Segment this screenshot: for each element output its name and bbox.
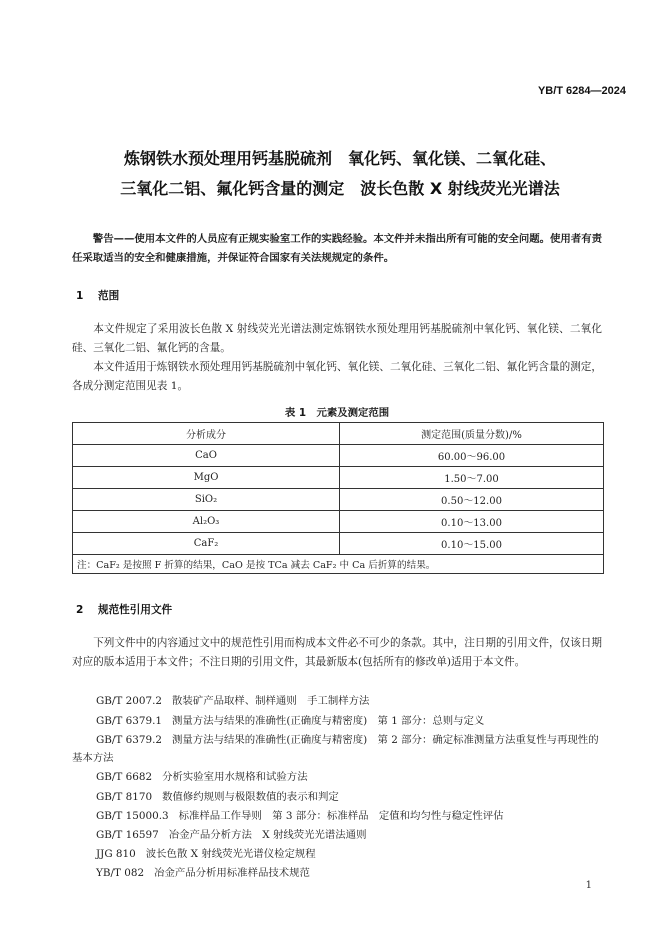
section-2-heading: [76, 602, 172, 617]
reference-title: 冶金产品分析用标准样品技术规范: [154, 867, 310, 879]
table-note: 注：CaF₂ 是按照 F 折算的结果，CaO 是按 TCa 减去 CaF₂ 中 Ca 后折算的结果。: [73, 555, 604, 574]
table-row: [73, 489, 604, 511]
reference-title: 冶金产品分析方法 X 射线荧光光谱法通则: [168, 829, 367, 841]
section-title: 范围: [98, 290, 120, 302]
reference-title: 标准样品工作导则 第 3 部分：标准样品 定值和均匀性与稳定性评估: [178, 810, 504, 822]
reference-code: GB/T 2007.2: [96, 695, 163, 707]
reference-code: GB/T 15000.3: [96, 810, 169, 822]
component-cell: CaF₂: [73, 533, 340, 555]
reference-code: GB/T 6379.2: [96, 734, 163, 746]
document-title-line-1: 炼钢铁水预处理用钙基脱硫剂 氧化钙、氧化镁、二氧化硅、: [123, 149, 556, 168]
reference-item: [72, 826, 602, 844]
scope-paragraph-1: 本文件规定了采用波长色散 X 射线荧光光谱法测定炼钢铁水预处理用钙基脱硫剂中氧化钙、氧化镁、二氧化硅、三氧化二铝、氟化钙的含量。: [72, 323, 602, 354]
section-1-heading: [76, 288, 119, 303]
range-cell: 0.10～13.00: [340, 511, 604, 533]
section-title: 规范性引用文件: [98, 604, 173, 616]
reference-title: 波长色散 X 射线荧光光谱仪检定规程: [145, 848, 316, 860]
reference-item: [72, 807, 602, 825]
normative-references-intro: 下列文件中的内容通过文中的规范性引用而构成本文件必不可少的条款。其中，注日期的引用文件，仅该日期对应的版本适用于本文件；不注日期的引用文件，其最新版本(包括所有的修改单)适用于本文件。: [72, 637, 602, 668]
table-caption: 表 1 元素及测定范围: [284, 407, 390, 419]
table-row: [73, 445, 604, 467]
reference-code: GB/T 6682: [96, 771, 153, 783]
safety-warning: 警告——使用本文件的人员应有正规实验室工作的实践经验。本文件并未指出所有可能的安全问题。使用者有责任采取适当的安全和健康措施，并保证符合国家有关法规规定的条件。: [72, 233, 602, 264]
component-cell: CaO: [73, 445, 340, 467]
reference-code: JJG 810: [96, 848, 136, 860]
page-number: 1: [585, 880, 592, 891]
component-cell: MgO: [73, 467, 340, 489]
reference-item: [72, 788, 602, 806]
reference-code: GB/T 6379.1: [96, 715, 163, 727]
table-header-row: [73, 423, 604, 445]
range-cell: 0.10～15.00: [340, 533, 604, 555]
section-number: 1: [76, 290, 84, 302]
reference-code: GB/T 16597: [96, 829, 159, 841]
table-row: [73, 533, 604, 555]
reference-item: [72, 845, 602, 863]
reference-title: 测量方法与结果的准确性(正确度与精密度) 第 2 部分：确定标准测量方法重复性与再现性的基本方法: [72, 734, 599, 764]
reference-title: 散装矿产品取样、制样通则 手工制样方法: [172, 695, 370, 707]
reference-code: GB/T 8170: [96, 791, 153, 803]
range-cell: 0.50～12.00: [340, 489, 604, 511]
table-header-cell: 测定范围(质量分数)/%: [340, 423, 604, 445]
range-cell: 1.50～7.00: [340, 467, 604, 489]
reference-item: [72, 712, 602, 730]
range-cell: 60.00～96.00: [340, 445, 604, 467]
reference-title: 测量方法与结果的准确性(正确度与精密度) 第 1 部分：总则与定义: [172, 715, 485, 727]
section-number: 2: [76, 604, 84, 616]
component-cell: SiO₂: [73, 489, 340, 511]
reference-item: [72, 731, 602, 767]
scope-paragraph-2: 本文件适用于炼钢铁水预处理用钙基脱硫剂中氧化钙、氧化镁、二氧化硅、三氧化二铝、氟化钙含量的测定，各成分测定范围见表 1。: [72, 361, 602, 392]
table-row: [73, 467, 604, 489]
reference-item: [72, 768, 602, 786]
reference-code: YB/T 082: [96, 867, 145, 879]
standard-code: YB/T 6284—2024: [537, 85, 626, 97]
table-header-cell: 分析成分: [73, 423, 340, 445]
reference-title: 分析实验室用水规格和试验方法: [162, 771, 308, 783]
reference-item: [72, 864, 602, 882]
document-title-line-2: 三氧化二铝、氟化钙含量的测定 波长色散 X 射线荧光光谱法: [120, 179, 560, 198]
reference-title: 数值修约规则与极限数值的表示和判定: [162, 791, 339, 803]
component-cell: Al₂O₃: [73, 511, 340, 533]
reference-item: [72, 692, 602, 710]
table-note-row: [73, 555, 604, 574]
table-row: [73, 511, 604, 533]
element-range-table: [72, 422, 604, 574]
